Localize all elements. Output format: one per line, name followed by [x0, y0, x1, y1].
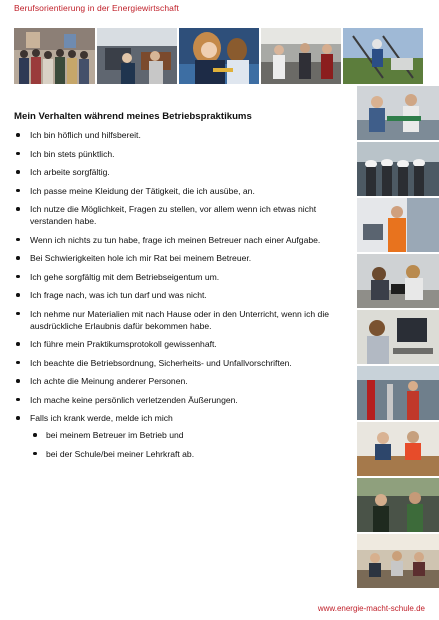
rule-item: Ich mache keine persönlich verletzenden Äußerungen.	[14, 394, 344, 406]
rule-item: Ich frage nach, was ich tun darf und was nicht.	[14, 289, 344, 301]
photo-workshop	[97, 28, 177, 84]
rule-item: Ich beachte die Betriebsordnung, Sicherheits- und Unfallvorschriften.	[14, 357, 344, 369]
photo-outdoor-climber	[343, 28, 423, 84]
top-photo-strip	[0, 28, 439, 86]
rule-item: Ich führe mein Praktikumsprotokoll gewissenhaft.	[14, 338, 344, 350]
sick-rule-text: Falls ich krank werde, melde ich mich	[30, 413, 173, 423]
photo-side-computer	[357, 310, 439, 364]
rule-item: Ich gehe sorgfältig mit dem Betriebseigentum um.	[14, 271, 344, 283]
photo-group-students	[14, 28, 95, 84]
rule-item: Ich nehme nur Materialien mit nach Hause oder in den Unterricht, wenn ich die ausdrückliche Erlaubnis dafür bekommen habe.	[14, 308, 344, 332]
header-title: Berufsorientierung in der Energiewirtschaft	[14, 3, 179, 13]
photo-side-orange-worker	[357, 198, 439, 252]
photo-side-lab-bench	[357, 422, 439, 476]
section-title: Mein Verhalten während meines Betriebspraktikums	[14, 111, 252, 122]
rule-item: Ich nutze die Möglichkeit, Fragen zu stellen, vor allem wenn ich etwas nicht verstanden habe.	[14, 203, 344, 227]
rules-list	[14, 129, 344, 466]
photo-side-industrial-red	[357, 366, 439, 420]
rule-item-sick	[14, 412, 344, 460]
photo-side-pc-class	[357, 254, 439, 308]
photo-side-classroom	[357, 534, 439, 588]
rule-item: Wenn ich nichts zu tun habe, frage ich meinen Betreuer nach einer Aufgabe.	[14, 234, 344, 246]
photo-side-electric-workshop	[357, 478, 439, 532]
rule-item: Ich passe meine Kleidung der Tätigkeit, die ich ausübe, an.	[14, 185, 344, 197]
sub-rule-item: bei meinem Betreuer im Betrieb und	[30, 429, 344, 441]
rule-item: Ich achte die Meinung anderer Personen.	[14, 375, 344, 387]
rule-item: Bei Schwierigkeiten hole ich mir Rat bei meinem Betreuer.	[14, 252, 344, 264]
rule-item: Ich bin höflich und hilfsbereit.	[14, 129, 344, 141]
sub-rule-item: bei der Schule/bei meiner Lehrkraft ab.	[30, 448, 344, 460]
rule-item: Ich arbeite sorgfältig.	[14, 166, 344, 178]
sick-rule-sublist	[30, 429, 344, 460]
rule-item: Ich bin stets pünktlich.	[14, 148, 344, 160]
photo-lab-group	[261, 28, 341, 84]
photo-side-helmets	[357, 142, 439, 196]
photo-side-students-pipe	[357, 86, 439, 140]
footer-url[interactable]: www.energie-macht-schule.de	[317, 604, 425, 613]
photo-girl-soldering	[179, 28, 259, 84]
